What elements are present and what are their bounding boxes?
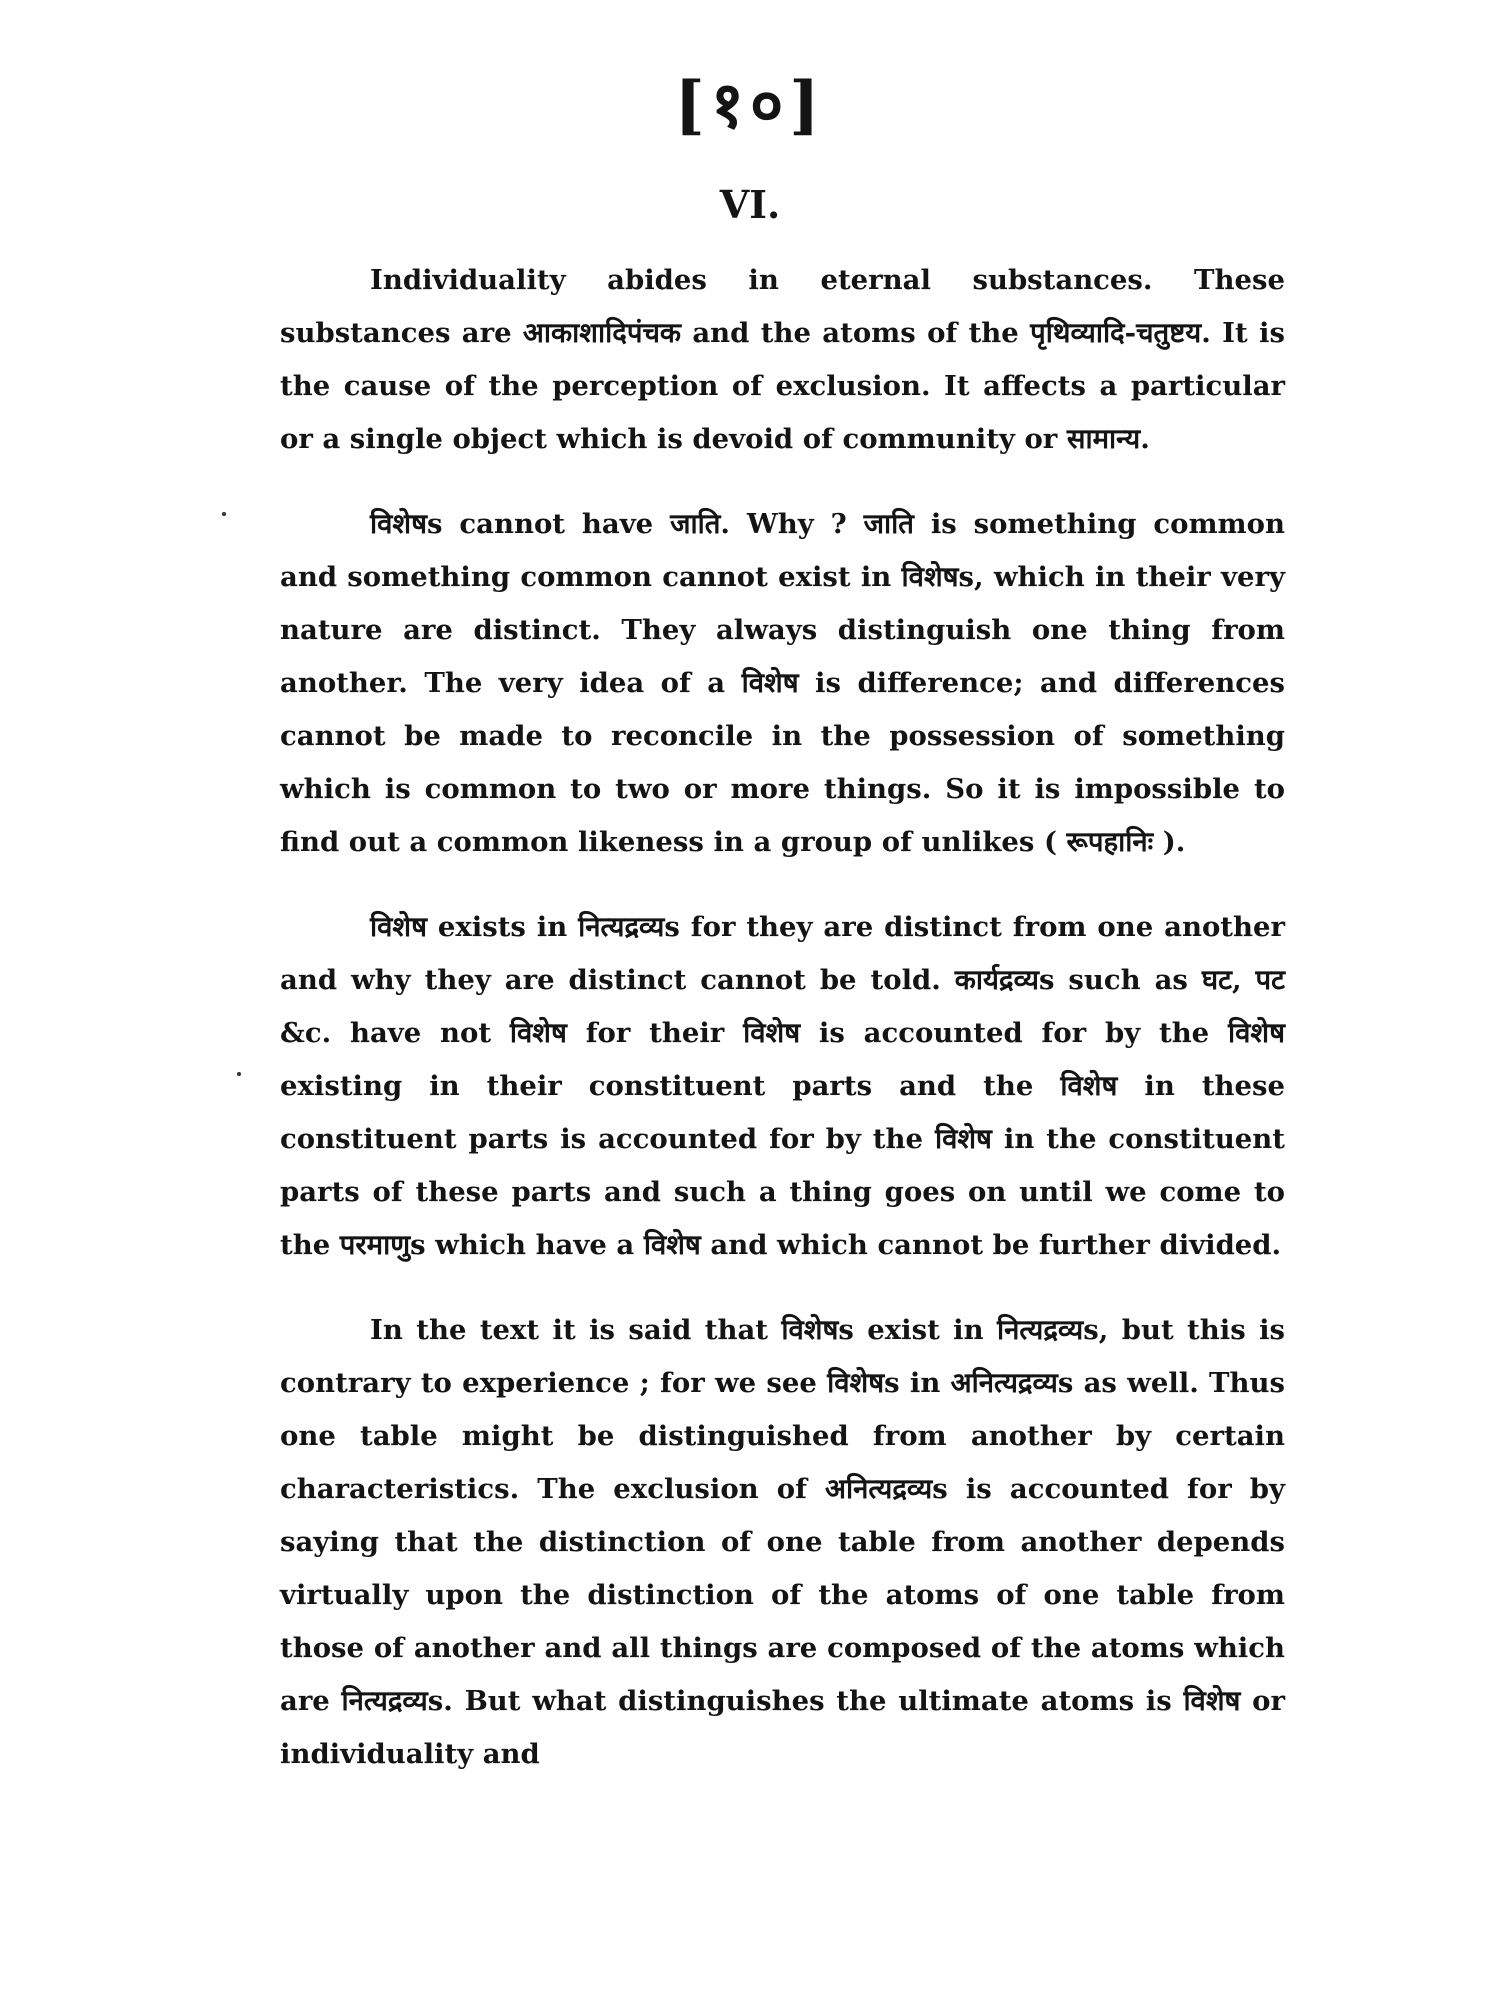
paragraph-individuality: Individuality abides in eternal substances. These substances are आकाशादिपंचक and the atoms of the पृथिव्यादि-चतुष्टय. It is the cause of the perception of exclusion. It affects a particular or a single object which is devoid of community or सामान्य. — [280, 264, 1285, 455]
scan-speck — [222, 512, 226, 516]
section-heading: VI. — [719, 182, 781, 227]
paragraph-anitya-dravya: In the text it is said that विशेषs exist in नित्यद्रव्यs, but this is contrary to experience ; for we see विशेषs in अनित्यद्रव्यs as well. Thus one table might be distinguished from another by certain characteristics. The exclusion of अनित्यद्रव्यs is accounted for by saying that the distinction of one table from another depends virtually upon the distinction of the atoms of one table from those of another and all things are composed of the atoms which are नित्यद्रव्यs. But what distinguishes the ultimate atoms is विशेष or individuality and — [280, 1314, 1285, 1770]
body-text — [280, 254, 1285, 1813]
page-number: [१०] — [674, 68, 826, 143]
paragraph-nitya-dravya: विशेष exists in नित्यद्रव्यs for they are distinct from one another and why they are distinct cannot be told. कार्यद्रव्यs such as घट, पट &c. have not विशेष for their विशेष is accounted for by the विशेष existing in their constituent parts and the विशेष in these constituent parts is accounted for by the विशेष in the constituent parts of these parts and such a thing goes on until we come to the परमाणुs which have a विशेष and which cannot be further divided. — [280, 911, 1285, 1261]
paragraph-jati: विशेषs cannot have जाति. Why ? जाति is something common and something common cannot exist in विशेषs, which in their very nature are distinct. They always distinguish one thing from another. The very idea of a विशेष is difference; and differences cannot be made to reconcile in the possession of something which is common to two or more things. So it is impossible to find out a common likeness in a group of unlikes ( रूपहानिः ). — [280, 508, 1285, 858]
scan-speck — [237, 1072, 241, 1076]
